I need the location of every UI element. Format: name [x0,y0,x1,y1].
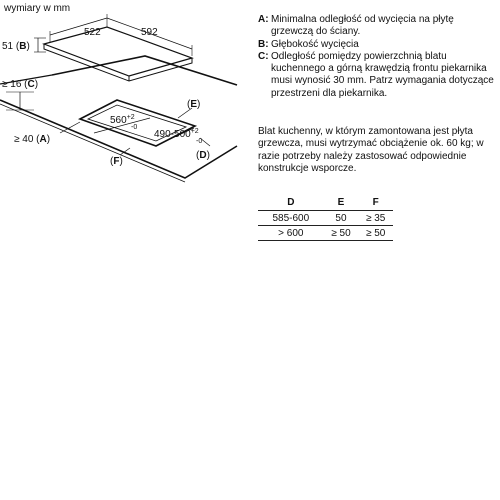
label-e: (E) [187,99,201,110]
legend-item-b [258,39,494,51]
legend-item-a [258,14,494,39]
legend-key: A: [258,14,269,25]
dim-side-clearance-a: ≥ 40 (A) [14,134,51,145]
dim-cutout-width: $560^{+2}$ [110,114,135,126]
dim-depth-592: 592 [141,27,158,38]
legend-text: Minimalna odległość od wycięcia na płytę grzewczą do ściany. [271,14,454,38]
table-cell: ≥ 50 [324,226,359,241]
load-note: Blat kuchenny, w którym zamontowana jest płyta grzewcza, musi wytrzymać obciążenie ok. 60 kg; w razie potrzeby należy zastosować odpowiednie konstrukcje wsporcze. [258,126,484,174]
table-cell: > 600 [258,226,324,241]
dim-width-522: 522 [84,27,101,38]
dim-cutout-width-tol-minus: -0 [131,124,138,131]
dim-cutout-depth: $490-500^{+2}$ [154,128,199,140]
label-d: (D) [196,150,210,161]
legend-item-c [258,51,494,100]
table-cell: 585-600 [258,211,324,226]
table-cell: 50 [324,211,359,226]
legend [258,14,494,100]
clearance-table [258,195,393,241]
legend-text: Odległość pomiędzy powierzchnią blatu kuchennego a górną krawędzią frontu piekarnika musi wynosić 30 mm. Patrz wymagania dotyczące przestrzeni dla piekarnika. [271,50,494,99]
table-header-f: F [358,195,393,211]
units-label: wymiary w mm [4,3,71,14]
label-f: (F) [110,156,123,167]
dim-top-clearance-c: ≥ 16 (C) [2,79,39,90]
table-cell: ≥ 35 [358,211,393,226]
legend-key: B: [258,38,269,50]
dim-height-b: 51 (B) [2,41,30,52]
table-cell: ≥ 50 [358,226,393,241]
table-row [258,226,393,241]
table-row [258,211,393,226]
table-header-d: D [258,195,324,211]
cutout-diagram [0,0,258,200]
dim-cutout-depth-tol-minus: -0 [196,138,203,145]
legend-key: C: [258,50,269,62]
table-header-e: E [324,195,359,211]
legend-text: Głębokość wycięcia [271,38,359,50]
